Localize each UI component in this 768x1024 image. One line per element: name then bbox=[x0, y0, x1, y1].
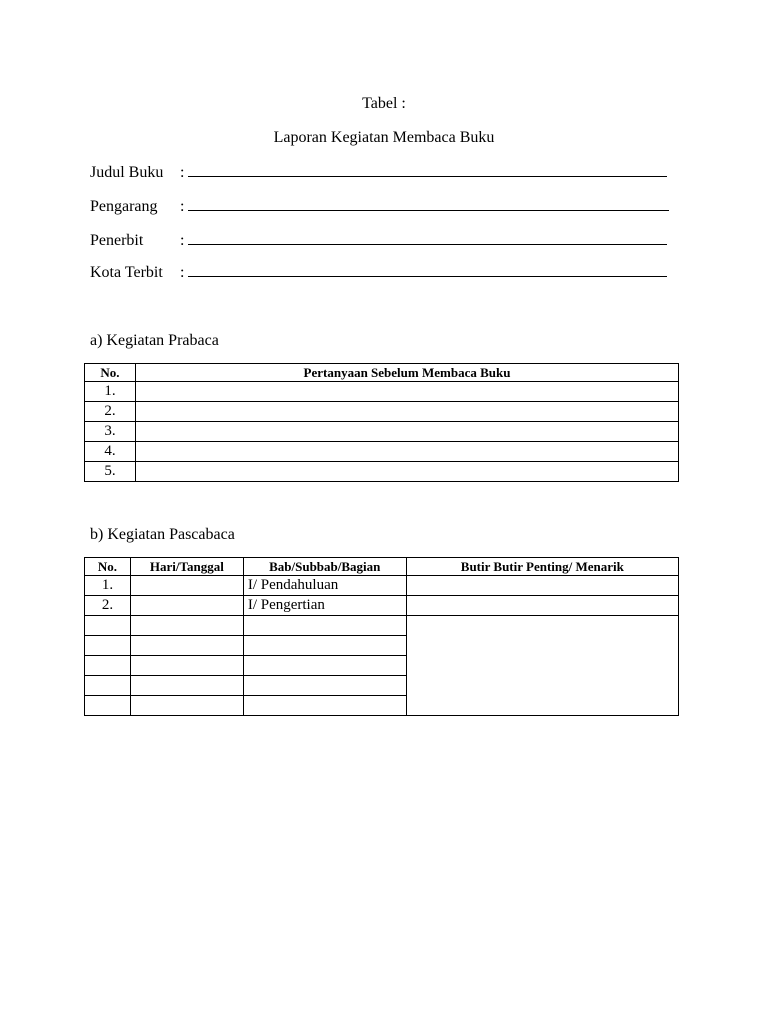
cell-chapter[interactable] bbox=[243, 616, 406, 636]
prabaca-table bbox=[84, 363, 679, 482]
cell-no: 1. bbox=[85, 576, 131, 596]
cell-chapter[interactable]: I/ Pendahuluan bbox=[243, 576, 406, 596]
table-row bbox=[85, 382, 679, 402]
field-label: Penerbit bbox=[90, 232, 144, 249]
cell-no: 3. bbox=[85, 422, 136, 442]
cell-no: 2. bbox=[85, 402, 136, 422]
cell-question[interactable] bbox=[136, 422, 679, 442]
cell-no bbox=[85, 696, 131, 716]
cell-no: 2. bbox=[85, 596, 131, 616]
cell-points[interactable] bbox=[406, 576, 678, 596]
table-row bbox=[85, 422, 679, 442]
cell-chapter[interactable] bbox=[243, 676, 406, 696]
cell-points-merged[interactable] bbox=[406, 616, 678, 716]
table-row bbox=[85, 576, 679, 596]
table-header-row bbox=[85, 558, 679, 576]
table-row bbox=[85, 596, 679, 616]
field-label: Pengarang bbox=[90, 198, 158, 215]
field-separator: : bbox=[180, 164, 185, 181]
field-separator: : bbox=[180, 264, 185, 281]
column-header-no: No. bbox=[85, 558, 131, 576]
cell-chapter[interactable] bbox=[243, 696, 406, 716]
field-penerbit bbox=[90, 230, 667, 251]
field-blank-line[interactable] bbox=[188, 262, 667, 277]
field-pengarang bbox=[90, 196, 669, 217]
cell-no: 5. bbox=[85, 462, 136, 482]
cell-question[interactable] bbox=[136, 402, 679, 422]
cell-no bbox=[85, 676, 131, 696]
field-blank-line[interactable] bbox=[188, 230, 667, 245]
cell-date[interactable] bbox=[130, 616, 243, 636]
cell-question[interactable] bbox=[136, 442, 679, 462]
field-kota-terbit bbox=[90, 262, 667, 283]
field-blank-line[interactable] bbox=[188, 162, 667, 177]
table-row bbox=[85, 616, 679, 636]
column-header-question: Pertanyaan Sebelum Membaca Buku bbox=[136, 364, 679, 382]
cell-date[interactable] bbox=[130, 676, 243, 696]
cell-no bbox=[85, 656, 131, 676]
cell-no: 4. bbox=[85, 442, 136, 462]
cell-date[interactable] bbox=[130, 656, 243, 676]
field-separator: : bbox=[180, 232, 185, 249]
pascabaca-table bbox=[84, 557, 679, 716]
document-title: Tabel : bbox=[362, 95, 406, 112]
table-header-row bbox=[85, 364, 679, 382]
cell-question[interactable] bbox=[136, 462, 679, 482]
table-row bbox=[85, 402, 679, 422]
cell-date[interactable] bbox=[130, 596, 243, 616]
cell-points[interactable] bbox=[406, 596, 678, 616]
section-a-label: a) Kegiatan Prabaca bbox=[90, 332, 219, 349]
cell-chapter[interactable] bbox=[243, 656, 406, 676]
cell-chapter[interactable]: I/ Pengertian bbox=[243, 596, 406, 616]
cell-no bbox=[85, 636, 131, 656]
document-subtitle: Laporan Kegiatan Membaca Buku bbox=[273, 129, 495, 146]
field-blank-line[interactable] bbox=[188, 196, 669, 211]
cell-question[interactable] bbox=[136, 382, 679, 402]
column-header-chapter: Bab/Subbab/Bagian bbox=[243, 558, 406, 576]
cell-date[interactable] bbox=[130, 696, 243, 716]
cell-no: 1. bbox=[85, 382, 136, 402]
cell-date[interactable] bbox=[130, 636, 243, 656]
field-judul-buku bbox=[90, 162, 667, 183]
table-row bbox=[85, 462, 679, 482]
column-header-no: No. bbox=[85, 364, 136, 382]
cell-no bbox=[85, 616, 131, 636]
column-header-date: Hari/Tanggal bbox=[130, 558, 243, 576]
cell-date[interactable] bbox=[130, 576, 243, 596]
cell-chapter[interactable] bbox=[243, 636, 406, 656]
field-label: Judul Buku bbox=[90, 164, 164, 181]
field-label: Kota Terbit bbox=[90, 264, 163, 281]
column-header-points: Butir Butir Penting/ Menarik bbox=[406, 558, 678, 576]
section-b-label: b) Kegiatan Pascabaca bbox=[90, 526, 235, 543]
field-separator: : bbox=[180, 198, 185, 215]
table-row bbox=[85, 442, 679, 462]
